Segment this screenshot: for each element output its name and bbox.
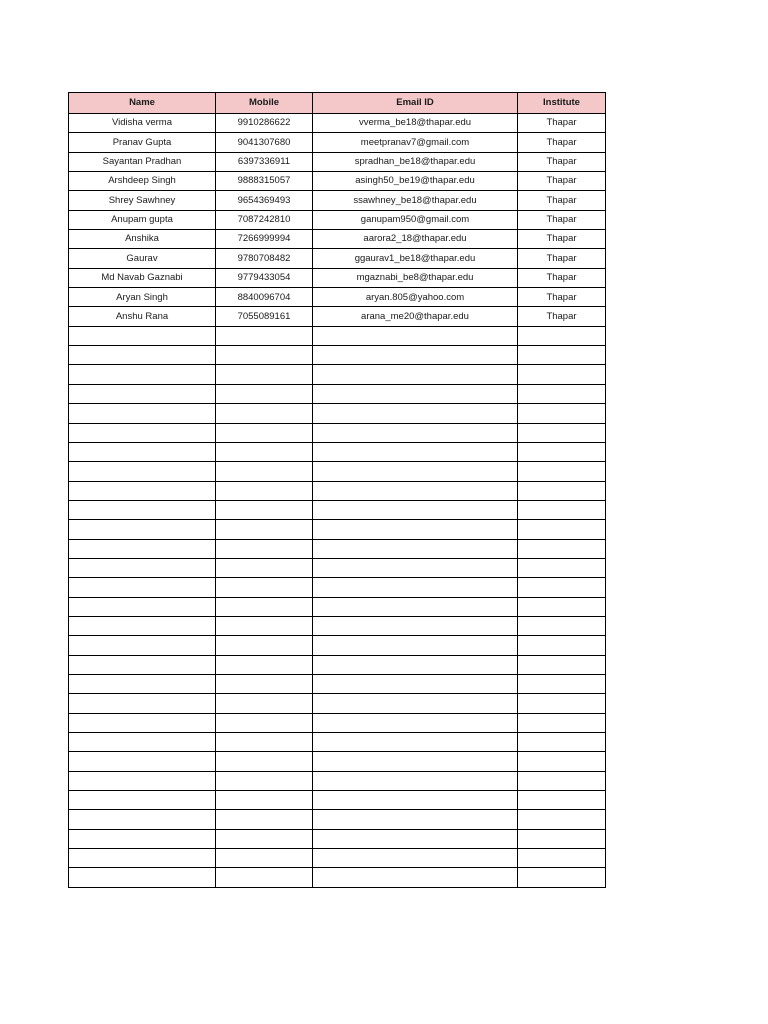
table-row bbox=[69, 249, 606, 268]
mobile-cell: 9654369493 bbox=[216, 191, 313, 210]
mobile-cell: 9041307680 bbox=[216, 133, 313, 152]
empty-cell bbox=[313, 442, 518, 461]
mobile-cell: 7087242810 bbox=[216, 210, 313, 229]
header-institute: Institute bbox=[518, 93, 606, 114]
empty-cell bbox=[518, 713, 606, 732]
empty-cell bbox=[313, 752, 518, 771]
empty-cell bbox=[216, 636, 313, 655]
empty-cell bbox=[518, 423, 606, 442]
empty-cell bbox=[518, 346, 606, 365]
empty-cell bbox=[313, 694, 518, 713]
empty-cell bbox=[216, 655, 313, 674]
name-cell: Md Navab Gaznabi bbox=[69, 268, 216, 287]
empty-cell bbox=[216, 423, 313, 442]
institute-cell: Thapar bbox=[518, 230, 606, 249]
empty-cell bbox=[518, 849, 606, 868]
empty-row bbox=[69, 346, 606, 365]
empty-row bbox=[69, 791, 606, 810]
empty-cell bbox=[69, 481, 216, 500]
empty-row bbox=[69, 655, 606, 674]
empty-cell bbox=[313, 346, 518, 365]
empty-row bbox=[69, 423, 606, 442]
empty-row bbox=[69, 849, 606, 868]
empty-cell bbox=[216, 849, 313, 868]
empty-cell bbox=[69, 384, 216, 403]
empty-cell bbox=[216, 694, 313, 713]
empty-cell bbox=[69, 694, 216, 713]
institute-cell: Thapar bbox=[518, 210, 606, 229]
empty-cell bbox=[518, 868, 606, 887]
institute-cell: Thapar bbox=[518, 268, 606, 287]
empty-cell bbox=[518, 752, 606, 771]
empty-cell bbox=[518, 539, 606, 558]
name-cell: Anshika bbox=[69, 230, 216, 249]
empty-cell bbox=[313, 771, 518, 790]
empty-cell bbox=[69, 597, 216, 616]
empty-cell bbox=[216, 326, 313, 345]
empty-cell bbox=[69, 636, 216, 655]
name-cell: Anshu Rana bbox=[69, 307, 216, 326]
name-cell: Pranav Gupta bbox=[69, 133, 216, 152]
empty-cell bbox=[518, 636, 606, 655]
table-row bbox=[69, 152, 606, 171]
empty-row bbox=[69, 752, 606, 771]
empty-cell bbox=[518, 578, 606, 597]
empty-cell bbox=[216, 578, 313, 597]
empty-cell bbox=[69, 752, 216, 771]
empty-cell bbox=[69, 558, 216, 577]
empty-cell bbox=[216, 384, 313, 403]
empty-cell bbox=[313, 674, 518, 693]
empty-cell bbox=[313, 539, 518, 558]
name-cell: Gaurav bbox=[69, 249, 216, 268]
empty-row bbox=[69, 616, 606, 635]
empty-cell bbox=[69, 539, 216, 558]
empty-cell bbox=[69, 462, 216, 481]
institute-cell: Thapar bbox=[518, 191, 606, 210]
empty-row bbox=[69, 384, 606, 403]
empty-cell bbox=[216, 365, 313, 384]
table-row bbox=[69, 288, 606, 307]
empty-cell bbox=[216, 713, 313, 732]
empty-cell bbox=[313, 365, 518, 384]
table-row bbox=[69, 307, 606, 326]
header-email: Email ID bbox=[313, 93, 518, 114]
empty-cell bbox=[69, 713, 216, 732]
empty-cell bbox=[69, 520, 216, 539]
empty-cell bbox=[313, 733, 518, 752]
name-cell: Anupam gupta bbox=[69, 210, 216, 229]
empty-cell bbox=[518, 500, 606, 519]
table-row bbox=[69, 172, 606, 191]
empty-cell bbox=[216, 597, 313, 616]
empty-cell bbox=[313, 597, 518, 616]
mobile-cell: 9888315057 bbox=[216, 172, 313, 191]
empty-row bbox=[69, 694, 606, 713]
contacts-table bbox=[68, 92, 606, 888]
mobile-cell: 9910286622 bbox=[216, 114, 313, 133]
header-mobile: Mobile bbox=[216, 93, 313, 114]
empty-cell bbox=[518, 462, 606, 481]
empty-cell bbox=[69, 365, 216, 384]
institute-cell: Thapar bbox=[518, 152, 606, 171]
empty-cell bbox=[518, 655, 606, 674]
empty-row bbox=[69, 442, 606, 461]
name-cell: Arshdeep Singh bbox=[69, 172, 216, 191]
empty-cell bbox=[69, 616, 216, 635]
name-cell: Aryan Singh bbox=[69, 288, 216, 307]
empty-row bbox=[69, 326, 606, 345]
empty-cell bbox=[518, 597, 606, 616]
empty-cell bbox=[313, 423, 518, 442]
empty-cell bbox=[313, 849, 518, 868]
mobile-cell: 6397336911 bbox=[216, 152, 313, 171]
empty-cell bbox=[69, 810, 216, 829]
empty-cell bbox=[313, 829, 518, 848]
institute-cell: Thapar bbox=[518, 307, 606, 326]
empty-cell bbox=[216, 791, 313, 810]
empty-cell bbox=[69, 771, 216, 790]
empty-cell bbox=[216, 829, 313, 848]
empty-cell bbox=[69, 655, 216, 674]
table-row bbox=[69, 268, 606, 287]
empty-cell bbox=[518, 481, 606, 500]
email-cell: asingh50_be19@thapar.edu bbox=[313, 172, 518, 191]
mobile-cell: 9779433054 bbox=[216, 268, 313, 287]
header-row bbox=[69, 93, 606, 114]
table-row bbox=[69, 210, 606, 229]
table-row bbox=[69, 230, 606, 249]
email-cell: ganupam950@gmail.com bbox=[313, 210, 518, 229]
empty-cell bbox=[69, 829, 216, 848]
empty-cell bbox=[216, 520, 313, 539]
empty-row bbox=[69, 597, 606, 616]
empty-cell bbox=[313, 868, 518, 887]
institute-cell: Thapar bbox=[518, 172, 606, 191]
institute-cell: Thapar bbox=[518, 133, 606, 152]
empty-cell bbox=[69, 404, 216, 423]
empty-cell bbox=[216, 558, 313, 577]
empty-row bbox=[69, 539, 606, 558]
empty-cell bbox=[216, 674, 313, 693]
empty-cell bbox=[313, 404, 518, 423]
mobile-cell: 7055089161 bbox=[216, 307, 313, 326]
table-row bbox=[69, 114, 606, 133]
empty-cell bbox=[313, 326, 518, 345]
empty-cell bbox=[216, 481, 313, 500]
empty-cell bbox=[216, 500, 313, 519]
table-row bbox=[69, 191, 606, 210]
header-name: Name bbox=[69, 93, 216, 114]
name-cell: Vidisha verma bbox=[69, 114, 216, 133]
empty-cell bbox=[518, 520, 606, 539]
empty-cell bbox=[313, 616, 518, 635]
email-cell: ggaurav1_be18@thapar.edu bbox=[313, 249, 518, 268]
empty-row bbox=[69, 674, 606, 693]
empty-row bbox=[69, 462, 606, 481]
institute-cell: Thapar bbox=[518, 288, 606, 307]
institute-cell: Thapar bbox=[518, 249, 606, 268]
empty-row bbox=[69, 829, 606, 848]
empty-cell bbox=[69, 500, 216, 519]
email-cell: vverma_be18@thapar.edu bbox=[313, 114, 518, 133]
mobile-cell: 8840096704 bbox=[216, 288, 313, 307]
empty-cell bbox=[313, 462, 518, 481]
empty-cell bbox=[216, 752, 313, 771]
empty-cell bbox=[313, 558, 518, 577]
empty-cell bbox=[518, 771, 606, 790]
empty-cell bbox=[69, 423, 216, 442]
empty-row bbox=[69, 636, 606, 655]
empty-cell bbox=[518, 326, 606, 345]
empty-cell bbox=[518, 404, 606, 423]
empty-cell bbox=[518, 829, 606, 848]
empty-cell bbox=[216, 404, 313, 423]
empty-cell bbox=[313, 791, 518, 810]
email-cell: mgaznabi_be8@thapar.edu bbox=[313, 268, 518, 287]
institute-cell: Thapar bbox=[518, 114, 606, 133]
table-body bbox=[69, 114, 606, 888]
empty-cell bbox=[313, 636, 518, 655]
empty-cell bbox=[313, 578, 518, 597]
empty-cell bbox=[216, 539, 313, 558]
email-cell: spradhan_be18@thapar.edu bbox=[313, 152, 518, 171]
table-row bbox=[69, 133, 606, 152]
empty-cell bbox=[69, 326, 216, 345]
empty-cell bbox=[216, 462, 313, 481]
empty-cell bbox=[69, 442, 216, 461]
empty-cell bbox=[518, 616, 606, 635]
empty-cell bbox=[518, 694, 606, 713]
empty-cell bbox=[69, 733, 216, 752]
empty-cell bbox=[313, 655, 518, 674]
empty-cell bbox=[69, 849, 216, 868]
empty-cell bbox=[69, 868, 216, 887]
empty-row bbox=[69, 578, 606, 597]
email-cell: meetpranav7@gmail.com bbox=[313, 133, 518, 152]
empty-cell bbox=[518, 810, 606, 829]
mobile-cell: 7266999994 bbox=[216, 230, 313, 249]
empty-row bbox=[69, 404, 606, 423]
empty-cell bbox=[313, 500, 518, 519]
empty-cell bbox=[216, 733, 313, 752]
empty-cell bbox=[216, 771, 313, 790]
empty-row bbox=[69, 558, 606, 577]
empty-row bbox=[69, 500, 606, 519]
empty-cell bbox=[518, 733, 606, 752]
empty-row bbox=[69, 713, 606, 732]
email-cell: arana_me20@thapar.edu bbox=[313, 307, 518, 326]
email-cell: aryan.805@yahoo.com bbox=[313, 288, 518, 307]
empty-row bbox=[69, 771, 606, 790]
name-cell: Sayantan Pradhan bbox=[69, 152, 216, 171]
empty-cell bbox=[216, 616, 313, 635]
empty-row bbox=[69, 365, 606, 384]
empty-row bbox=[69, 481, 606, 500]
empty-row bbox=[69, 868, 606, 887]
empty-cell bbox=[216, 442, 313, 461]
empty-cell bbox=[518, 442, 606, 461]
empty-cell bbox=[518, 674, 606, 693]
email-cell: aarora2_18@thapar.edu bbox=[313, 230, 518, 249]
empty-cell bbox=[69, 791, 216, 810]
empty-cell bbox=[69, 346, 216, 365]
empty-cell bbox=[69, 578, 216, 597]
email-cell: ssawhney_be18@thapar.edu bbox=[313, 191, 518, 210]
name-cell: Shrey Sawhney bbox=[69, 191, 216, 210]
empty-cell bbox=[69, 674, 216, 693]
empty-row bbox=[69, 810, 606, 829]
empty-cell bbox=[518, 558, 606, 577]
empty-cell bbox=[216, 346, 313, 365]
empty-row bbox=[69, 520, 606, 539]
mobile-cell: 9780708482 bbox=[216, 249, 313, 268]
empty-cell bbox=[216, 810, 313, 829]
empty-cell bbox=[313, 810, 518, 829]
empty-cell bbox=[518, 791, 606, 810]
empty-cell bbox=[518, 384, 606, 403]
empty-cell bbox=[313, 520, 518, 539]
empty-cell bbox=[313, 384, 518, 403]
empty-cell bbox=[216, 868, 313, 887]
empty-cell bbox=[313, 713, 518, 732]
empty-cell bbox=[313, 481, 518, 500]
empty-row bbox=[69, 733, 606, 752]
empty-cell bbox=[518, 365, 606, 384]
